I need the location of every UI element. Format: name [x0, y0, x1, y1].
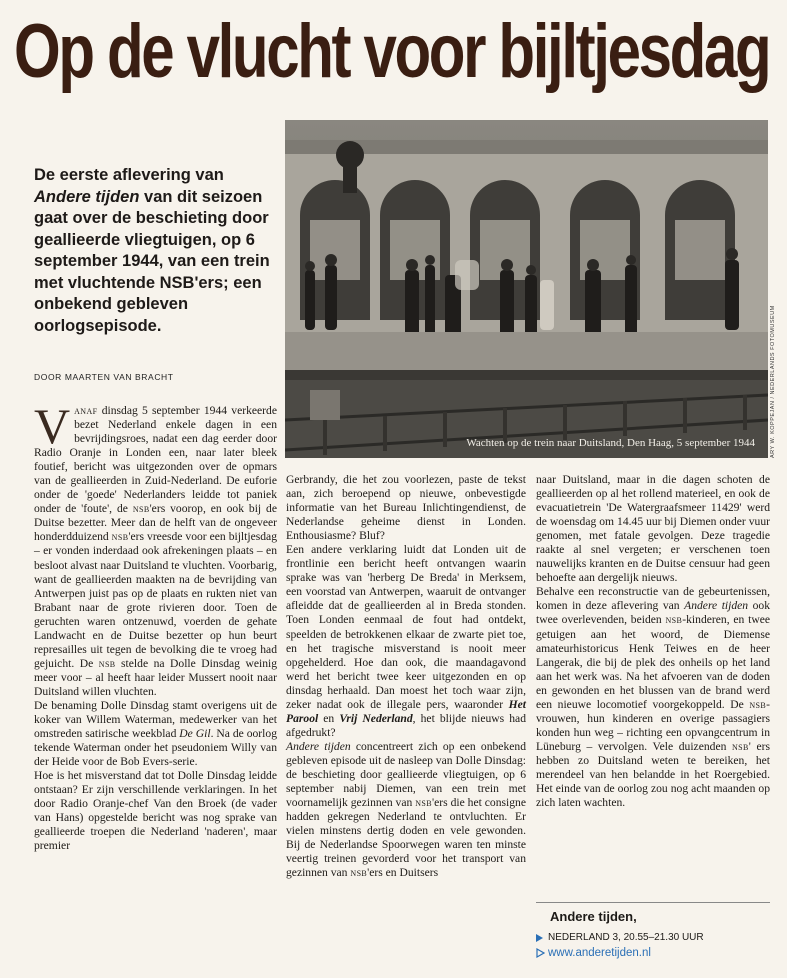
website-link[interactable]: www.anderetijden.nl — [548, 947, 651, 959]
article-column-2 — [286, 473, 526, 880]
byline: DOOR MAARTEN VAN BRACHT — [34, 372, 174, 382]
paragraph: Hoe is het misverstand dat tot Dolle Dinsdag leidde ontstaan? Er zijn verschillende verklaringen. In het door Radio Oranje-chef Van den Broek (de vader van Hans) opgestelde bericht was nog sprake van geallieerde troepen die Nederland 'naderen', maar premier — [34, 769, 277, 853]
paragraph: Gerbrandy, die het zou voorlezen, paste de tekst aan, zich beroepend op nieuwe, onbevestigde informatie van het Bureau Inlichtingendienst, de Nederlandse geheime dienst in Londen. Enthousiasme? Bluf? — [286, 473, 526, 543]
station-photo-image — [285, 120, 768, 458]
headline: Op de vlucht voor bijltjesdag — [14, 9, 770, 94]
photo-caption: Wachten op de trein naar Duitsland, Den Haag, 5 september 1944 — [466, 437, 755, 449]
broadcast-time: NEDERLAND 3, 20.55–21.30 UUR — [548, 932, 704, 943]
article-column-3 — [536, 473, 770, 810]
info-title: Andere tijden, — [550, 909, 637, 924]
paragraph: Een andere verklaring luidt dat Londen uit de frontlinie een bericht heeft ontvangen waarin sprake was van 'herberg De Breda' in Merksem, een voorstad van Antwerpen, waaruit de ontvanger afleidde dat de geallieerden al in Breda stonden. Toen Londen eenmaal de fout had ontdekt, speelden de betrokkenen elkaar de zwarte piet toe, en het tragische misverstand is nooit meer opgehelderd. Hoe dan ook, die maandagavond werd het bericht twee keer uitgezonden en op dinsdag herhaald. Dan moest het toch waar zijn, zeker nadat ook de illegale pers, waaronder Het Parool en Vrij Nederland, het blijde nieuws had afgedrukt? — [286, 543, 526, 739]
play-triangle-icon — [536, 934, 543, 942]
dropcap: V — [34, 398, 71, 454]
station-photo — [285, 120, 768, 458]
photo-credit: ARY W. KOPPEJAN / NEDERLANDS FOTOMUSEUM — [770, 305, 776, 458]
outline-triangle-icon — [536, 948, 545, 958]
broadcast-row — [536, 931, 704, 945]
paragraph: Vanaf dinsdag 5 september 1944 verkeerde bezet Nederland enkele dagen in een bevrijdingsroes, nadat een dag eerder door Radio Oranje in Londen een, naar later bleek foutief, bericht was uitgezonden over de opmars van de geallieerden in Zuid-Nederland. De euforie onder de 'goede' Nederlanders leidde tot paniek onder de 'foute', de nsb'ers voorop, en ook bij de Duitse bezetter. Meer dan de helft van de ongeveer honderdduizend nsb'ers vreesde voor een bijltjesdag – er vonden inderdaad ook afrekeningen plaats – en besloot alvast naar Duitsland te vluchten. Voorbarig, want de geallieerden maakten na de bevrijding van Antwerpen juist pas op de plaats en rukten niet van Brabant naar de grote rivieren door. Toen de geruchten waren ontzenuwd, voerden de gehate Landwacht en de Duitse bezetter op hun beurt represailles uit tegen de bevolking die te vroeg had gejuicht. De nsb stelde na Dolle Dinsdag weinig meer voor – al heeft haar leider Mussert nooit naar Duitsland willen vluchten. — [34, 398, 278, 698]
website-row[interactable] — [536, 946, 651, 960]
paragraph: Andere tijden concentreert zich op een onbekend gebleven episode uit de nasleep van Dolle Dinsdag: de beschieting door geallieerde vliegtuigen, op 6 september nabij Diemen, van een trein met voornamelijk gezinnen van nsb'ers die het consigne hadden gekregen Nederland te ontvluchten. Er vielen minstens dertig doden en vele gewonden. Bij de Nederlandse Spoorwegen waren ten minste veertig treinen gevorderd voor het transport van gezinnen van nsb'ers en Duitsers — [286, 739, 526, 880]
paragraph: naar Duitsland, maar in die dagen schoten de geallieerden op al het rollend materieel, en ook de evacuatietrein 'De Watergraafsmeer 11429' werd de woensdag om 14.45 uur bij Diemen onder vuur genomen, met fatale gevolgen. Deze tragedie raakte al snel vergeten; er verschenen toen nauwelijks kranten en de Duitse censuur had geen behoefte aan dergelijk nieuws. — [536, 473, 770, 585]
broadcast-info-box — [536, 902, 770, 973]
paragraph: Behalve een reconstructie van de gebeurtenissen, komen in deze aflevering van Andere tijden ook twee overlevenden, beiden nsb-kinderen, en twee getuigen aan het woord, de Diemense amateurhistoricus Henk Teiwes en de heer Langerak, die bij de plek des onheils op het land aan het werk was. Na het afvoeren van de doden en gewonden en het blussen van de brand werd een nieuwe locomotief voorgekoppeld. De nsb-vrouwen, hun kinderen en overige passagiers konden hun weg – richting een opvangcentrum in Lüneburg – vervolgen. Vele duizenden nsb' ers hebben zo Duitsland weten te bereiken, het merendeel van hen belandde in het Roergebied. Het einde van de oorlog zou nog acht maanden op zich laten wachten. — [536, 585, 770, 810]
intro-lead: De eerste aflevering van Andere tijden van dit seizoen gaat over de beschieting door geallieerde vliegtuigen, op 6 september 1944, van een trein met vluchtende NSB'ers; een onbekend gebleven oorlogsepisode. — [34, 166, 270, 335]
article-column-1 — [34, 398, 278, 854]
paragraph: De benaming Dolle Dinsdag stamt overigens uit de koker van Willem Waterman, medewerker van het omstreden satirische weekblad De Gil. Na de oorlog tekende Waterman onder het pseudoniem Willy van der Heide voor de Bob Evers-serie. — [34, 698, 277, 769]
